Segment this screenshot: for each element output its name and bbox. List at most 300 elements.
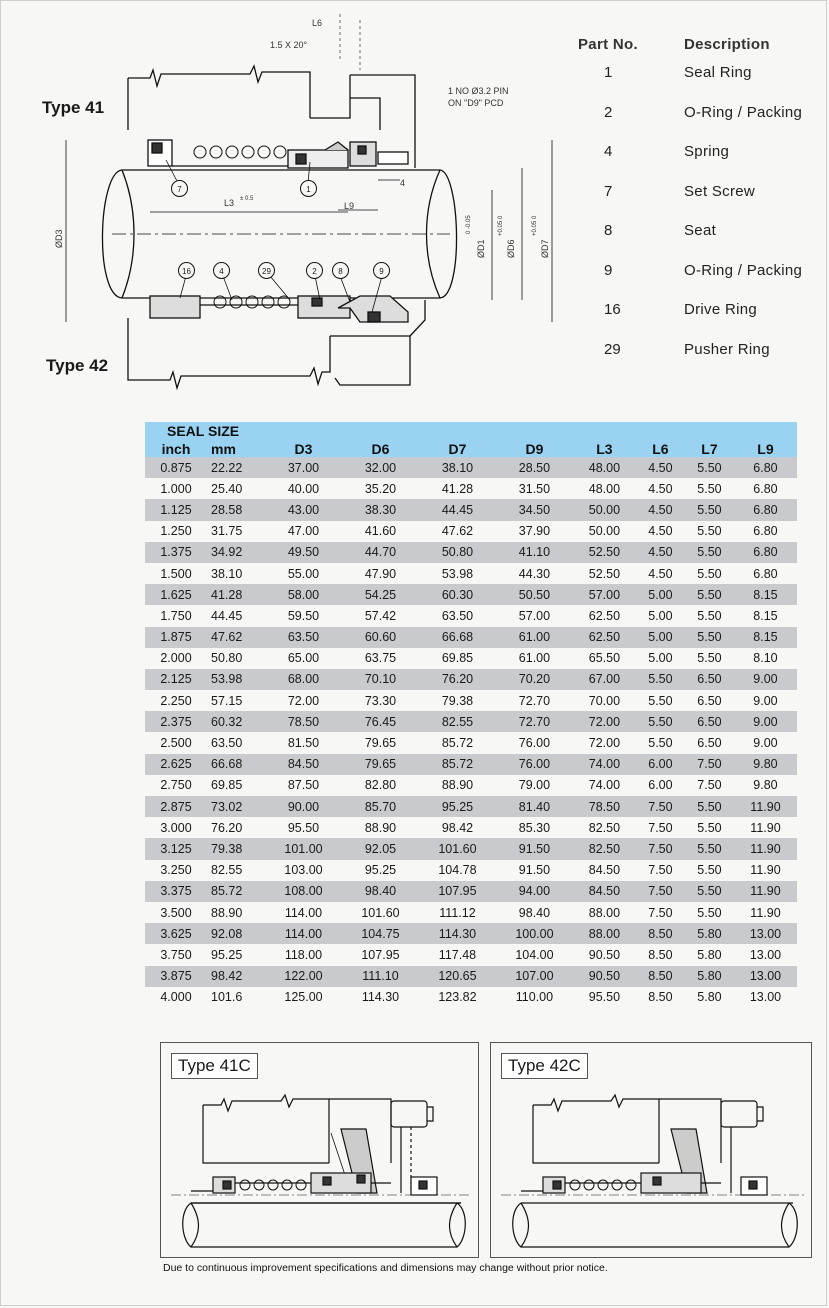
column-header-inch: inch [145, 440, 207, 457]
column-header-d7: D7 [419, 440, 496, 457]
dim-l3-label: L3 [224, 198, 235, 208]
view-type-41c-title: Type 41C [171, 1053, 258, 1079]
dim-d7-tolerance: +0.05 0 [532, 215, 538, 236]
table-cell: 38.30 [342, 499, 419, 520]
part-description: Pusher Ring [684, 340, 770, 358]
callout-part-2: 2 [306, 262, 323, 279]
table-cell: 41.28 [441, 481, 474, 496]
table-cell: 6.80 [734, 542, 797, 563]
table-cell: 107.95 [419, 881, 496, 902]
table-cell: 5.50 [685, 881, 734, 902]
table-row [145, 648, 797, 669]
table-cell: 114.30 [419, 923, 496, 944]
table-cell: 84.50 [265, 754, 342, 775]
table-cell: 85.30 [518, 820, 551, 835]
table-cell: 28.50 [496, 457, 573, 478]
table-cell: 0.875 [145, 457, 207, 478]
table-cell: 5.50 [648, 693, 673, 708]
table-cell: 79.38 [441, 693, 474, 708]
table-cell: 11.90 [750, 820, 781, 835]
table-cell: 82.50 [573, 838, 636, 859]
table-cell: 2.125 [145, 669, 207, 690]
table-cell: 52.50 [588, 566, 621, 581]
table-cell: 37.90 [518, 524, 551, 539]
table-cell: 9.00 [734, 711, 797, 732]
table-cell: 85.72 [419, 754, 496, 775]
type-41c-drawing-svg [161, 1043, 478, 1257]
table-cell: 84.50 [588, 863, 621, 878]
table-cell: 6.80 [734, 499, 797, 520]
dim-d1-label: ØD1 [476, 239, 486, 258]
table-cell: 3.875 [145, 966, 207, 987]
table-cell: 3.750 [160, 947, 192, 962]
table-cell: 8.50 [636, 923, 685, 944]
table-cell: 107.00 [496, 966, 573, 987]
table-cell: 68.00 [265, 669, 342, 690]
table-cell: 104.00 [515, 947, 554, 962]
table-cell: 9.80 [753, 778, 778, 793]
table-cell: 76.20 [419, 669, 496, 690]
table-cell: 11.90 [734, 838, 797, 859]
table-row [145, 521, 797, 542]
table-cell: 76.00 [496, 754, 573, 775]
table-cell: 61.00 [518, 651, 551, 666]
table-cell: 103.00 [284, 863, 323, 878]
table-cell: 5.50 [685, 838, 734, 859]
table-cell: 91.50 [496, 838, 573, 859]
table-cell: 5.50 [636, 711, 685, 732]
table-cell: 28.58 [207, 499, 265, 520]
table-cell: 63.50 [211, 736, 243, 751]
table-cell: 5.50 [697, 651, 722, 666]
table-cell: 72.00 [588, 736, 621, 751]
table-cell: 4.50 [636, 457, 685, 478]
table-cell: 1.625 [145, 584, 207, 605]
callout-part-29: 29 [258, 262, 275, 279]
table-cell: 91.50 [518, 863, 551, 878]
table-cell: 69.85 [211, 778, 243, 793]
column-header-l3: L3 [573, 440, 636, 457]
footnote: Due to continuous improvement specifications and dimensions may change without prior notice. [163, 1262, 608, 1274]
view-type-42c-title: Type 42C [501, 1053, 588, 1079]
dim-l9-label: L9 [344, 201, 355, 211]
table-cell: 2.375 [145, 711, 207, 732]
column-header-d9: D9 [496, 440, 573, 457]
table-row [145, 690, 797, 711]
table-cell: 95.25 [211, 947, 243, 962]
table-cell: 8.15 [734, 584, 797, 605]
callout-part-9: 9 [373, 262, 390, 279]
table-cell: 69.85 [441, 651, 474, 666]
table-cell: 47.90 [364, 566, 397, 581]
table-cell: 13.00 [734, 966, 797, 987]
table-cell: 74.00 [588, 778, 621, 793]
table-cell: 6.80 [753, 481, 778, 496]
table-cell: 11.90 [750, 863, 781, 878]
table-cell: 50.00 [573, 499, 636, 520]
table-cell: 104.78 [438, 863, 477, 878]
table-cell: 2.250 [160, 693, 192, 708]
table-cell: 101.6 [211, 990, 243, 1005]
part-number: 29 [604, 340, 621, 358]
table-cell: 2.000 [160, 651, 192, 666]
table-cell: 3.500 [160, 905, 192, 920]
part-number: 2 [604, 103, 613, 121]
part-number: 7 [604, 182, 613, 200]
table-cell: 101.00 [265, 838, 342, 859]
dim-d3-label: ØD3 [54, 229, 64, 248]
table-cell: 1.750 [160, 608, 192, 623]
view-type-41c [160, 1042, 479, 1258]
table-cell: 95.50 [287, 820, 320, 835]
table-cell: 82.55 [419, 711, 496, 732]
table-cell: 44.30 [518, 566, 551, 581]
table-row [145, 584, 797, 605]
table-cell: 6.50 [685, 711, 734, 732]
seal-size-table [145, 422, 797, 1008]
table-cell: 4.50 [648, 566, 673, 581]
table-cell: 123.82 [438, 990, 477, 1005]
table-cell: 74.00 [573, 754, 636, 775]
table-cell: 3.125 [145, 838, 207, 859]
table-cell: 88.00 [573, 923, 636, 944]
table-cell: 107.95 [361, 947, 400, 962]
table-cell: 81.40 [496, 796, 573, 817]
table-group-header-row [145, 422, 797, 440]
table-row [145, 732, 797, 753]
table-cell: 3.000 [160, 820, 192, 835]
column-header-l9: L9 [734, 440, 797, 457]
column-header-l6: L6 [636, 440, 685, 457]
part-number: 1 [604, 64, 613, 81]
table-cell: 4.50 [648, 481, 673, 496]
table-cell: 4.50 [636, 499, 685, 520]
table-cell: 118.00 [284, 947, 323, 962]
table-cell: 85.70 [342, 796, 419, 817]
table-cell: 7.50 [636, 881, 685, 902]
table-cell: 53.98 [441, 566, 474, 581]
table-cell: 90.00 [265, 796, 342, 817]
table-cell: 43.00 [265, 499, 342, 520]
table-cell: 79.65 [364, 736, 397, 751]
table-cell: 67.00 [573, 669, 636, 690]
table-cell: 7.50 [648, 905, 673, 920]
table-cell: 65.00 [287, 651, 320, 666]
table-cell: 38.10 [211, 566, 243, 581]
table-cell: 73.02 [207, 796, 265, 817]
table-cell: 88.00 [588, 905, 621, 920]
dim-d7-label: ØD7 [540, 239, 550, 258]
table-cell: 1.375 [145, 542, 207, 563]
cross-section-drawing [20, 0, 580, 400]
table-cell: 1.000 [160, 481, 192, 496]
table-cell: 101.60 [361, 905, 400, 920]
table-cell: 5.00 [636, 584, 685, 605]
table-row [145, 944, 797, 965]
table-cell: 82.50 [588, 820, 621, 835]
table-cell: 7.50 [648, 820, 673, 835]
list-item [576, 64, 826, 88]
table-cell: 81.50 [287, 736, 320, 751]
table-cell: 63.50 [441, 608, 474, 623]
table-cell: 9.00 [753, 736, 778, 751]
table-cell: 57.15 [211, 693, 243, 708]
table-cell: 1.125 [145, 499, 207, 520]
table-cell: 53.98 [207, 669, 265, 690]
table-body [145, 457, 797, 1008]
dim-d1-tolerance: 0 -0.05 [466, 215, 472, 234]
table-cell: 41.60 [364, 524, 397, 539]
table-row [145, 838, 797, 859]
table-cell: 52.50 [573, 542, 636, 563]
table-cell: 8.50 [648, 990, 673, 1005]
table-cell: 62.50 [588, 608, 621, 623]
table-cell: 76.20 [211, 820, 243, 835]
list-item [576, 143, 826, 167]
table-cell: 38.10 [419, 457, 496, 478]
table-cell: 2.500 [160, 736, 192, 751]
type-42-label: Type 42 [46, 356, 109, 375]
table-cell: 7.50 [636, 796, 685, 817]
table-row [145, 711, 797, 732]
pin-note-line1: 1 NO Ø3.2 PIN [448, 86, 509, 96]
table-cell: 5.00 [648, 608, 673, 623]
table-cell: 44.45 [211, 608, 243, 623]
table-cell: 95.25 [364, 863, 397, 878]
table-row [145, 775, 797, 796]
table-cell: 58.00 [265, 584, 342, 605]
column-header-d6: D6 [342, 440, 419, 457]
table-cell: 6.00 [636, 754, 685, 775]
table-cell: 117.48 [438, 947, 477, 962]
parts-header-description: Description [684, 36, 770, 53]
table-cell: 47.62 [207, 627, 265, 648]
parts-header-no: Part No. [578, 36, 638, 53]
table-cell: 70.20 [496, 669, 573, 690]
callout-part-7: 7 [171, 180, 188, 197]
part-number: 8 [604, 222, 613, 239]
table-cell: 82.80 [364, 778, 397, 793]
table-cell: 88.90 [211, 905, 243, 920]
table-cell: 41.28 [207, 584, 265, 605]
dim-chamfer-label: 1.5 X 20° [270, 40, 308, 50]
table-cell: 22.22 [207, 457, 265, 478]
table-cell: 92.05 [342, 838, 419, 859]
dim-l3-tolerance: ± 0.5 [240, 196, 254, 202]
table-cell: 98.42 [441, 820, 474, 835]
table-cell: 108.00 [265, 881, 342, 902]
table-cell: 5.80 [685, 966, 734, 987]
part-description: Spring [684, 143, 730, 160]
table-cell: 11.90 [734, 881, 797, 902]
table-row [145, 796, 797, 817]
table-cell: 34.50 [496, 499, 573, 520]
table-cell: 5.50 [685, 584, 734, 605]
table-cell: 114.00 [284, 905, 323, 920]
table-cell: 72.00 [573, 711, 636, 732]
table-row [145, 627, 797, 648]
part-description: O-Ring / Packing [684, 103, 803, 121]
column-header-d3: D3 [265, 440, 342, 457]
table-cell: 5.50 [697, 566, 722, 581]
table-cell: 13.00 [749, 947, 782, 962]
table-row [145, 754, 797, 775]
table-cell: 5.80 [685, 923, 734, 944]
table-row [145, 923, 797, 944]
table-row [145, 542, 797, 563]
table-cell: 48.00 [588, 481, 621, 496]
table-cell: 5.00 [636, 627, 685, 648]
table-cell: 72.70 [518, 693, 551, 708]
table-cell: 78.50 [265, 711, 342, 732]
table-cell: 5.50 [685, 457, 734, 478]
table-cell: 85.72 [441, 736, 474, 751]
table-cell: 78.50 [573, 796, 636, 817]
part-number: 16 [604, 301, 621, 318]
list-item [576, 262, 826, 286]
table-cell: 47.00 [287, 524, 320, 539]
table-cell: 6.80 [734, 457, 797, 478]
table-cell: 72.00 [287, 693, 320, 708]
table-cell: 90.50 [588, 947, 621, 962]
table-cell: 63.50 [265, 627, 342, 648]
table-cell: 125.00 [284, 990, 323, 1005]
table-cell: 50.80 [419, 542, 496, 563]
seal-size-header: SEAL SIZE [145, 422, 265, 440]
table-cell: 98.40 [342, 881, 419, 902]
table-cell: 4.50 [636, 542, 685, 563]
table-cell: 114.00 [265, 923, 342, 944]
table-cell: 122.00 [265, 966, 342, 987]
seal-cross-section-svg [20, 0, 580, 400]
table-cell: 88.90 [441, 778, 474, 793]
table-cell: 94.00 [496, 881, 573, 902]
table-cell: 31.50 [518, 481, 551, 496]
table-cell: 49.50 [265, 542, 342, 563]
table-cell: 1.875 [145, 627, 207, 648]
table-cell: 55.00 [287, 566, 320, 581]
table-cell: 11.90 [734, 796, 797, 817]
table-cell: 6.50 [697, 736, 722, 751]
table-cell: 76.45 [342, 711, 419, 732]
part-description: Set Screw [684, 182, 756, 200]
part-description: Seat [684, 222, 717, 239]
table-cell: 7.50 [697, 778, 722, 793]
table-cell: 5.50 [685, 796, 734, 817]
table-cell: 70.00 [588, 693, 621, 708]
table-row [145, 605, 797, 626]
table-row [145, 966, 797, 987]
table-cell: 13.00 [749, 990, 782, 1005]
table-row [145, 563, 797, 584]
table-cell: 63.75 [364, 651, 397, 666]
table-cell: 120.65 [419, 966, 496, 987]
table-cell: 8.15 [753, 608, 778, 623]
table-cell: 5.80 [697, 990, 722, 1005]
table-cell: 5.50 [636, 669, 685, 690]
table-row [145, 987, 797, 1008]
table-cell: 2.625 [145, 754, 207, 775]
table-cell: 72.70 [496, 711, 573, 732]
table-cell: 88.90 [364, 820, 397, 835]
table-row [145, 817, 797, 838]
table-cell: 5.50 [697, 524, 722, 539]
dim-d6-tolerance: +0.05 0 [498, 215, 504, 236]
table-cell: 7.50 [636, 838, 685, 859]
table-cell: 5.50 [697, 863, 722, 878]
table-cell: 34.92 [207, 542, 265, 563]
list-item [576, 301, 826, 325]
table-cell: 85.72 [207, 881, 265, 902]
table-cell: 95.25 [419, 796, 496, 817]
table-cell: 70.10 [342, 669, 419, 690]
table-cell: 57.42 [364, 608, 397, 623]
header-spacer [265, 422, 797, 440]
table-cell: 90.50 [573, 966, 636, 987]
table-cell: 60.30 [419, 584, 496, 605]
table-cell: 3.375 [145, 881, 207, 902]
dim-d6-label: ØD6 [506, 239, 516, 258]
table-cell: 44.70 [342, 542, 419, 563]
table-cell: 48.00 [573, 457, 636, 478]
dim-4-label: 4 [400, 178, 406, 188]
list-item [576, 222, 826, 246]
table-cell: 60.32 [207, 711, 265, 732]
table-cell: 62.50 [573, 627, 636, 648]
table-cell: 5.50 [697, 608, 722, 623]
table-cell: 44.45 [419, 499, 496, 520]
table-cell: 5.50 [685, 499, 734, 520]
table-cell: 37.00 [265, 457, 342, 478]
table-cell: 47.62 [441, 524, 474, 539]
table-cell: 6.80 [753, 524, 778, 539]
table-cell: 98.42 [207, 966, 265, 987]
table-cell: 50.50 [496, 584, 573, 605]
table-cell: 4.000 [160, 990, 192, 1005]
list-item [576, 183, 826, 207]
table-cell: 7.50 [685, 754, 734, 775]
table-cell: 5.50 [685, 627, 734, 648]
table-cell: 7.50 [648, 863, 673, 878]
table-cell: 60.60 [342, 627, 419, 648]
callout-part-8: 8 [332, 262, 349, 279]
table-row [145, 881, 797, 902]
part-description: O-Ring / Packing [684, 261, 803, 279]
table-cell: 59.50 [287, 608, 320, 623]
table-cell: 8.10 [753, 651, 778, 666]
table-cell: 9.00 [753, 693, 778, 708]
table-cell: 40.00 [287, 481, 320, 496]
table-cell: 101.60 [419, 838, 496, 859]
part-description: Seal Ring [684, 64, 752, 81]
table-cell: 65.50 [588, 651, 621, 666]
table-cell: 6.50 [697, 693, 722, 708]
table-cell: 87.50 [287, 778, 320, 793]
table-row [145, 457, 797, 478]
table-cell: 50.00 [588, 524, 621, 539]
table-cell: 111.10 [342, 966, 419, 987]
table-cell: 31.75 [211, 524, 243, 539]
table-cell: 5.50 [648, 736, 673, 751]
table-cell: 57.00 [518, 608, 551, 623]
table-cell: 41.10 [496, 542, 573, 563]
table-cell: 9.80 [734, 754, 797, 775]
table-cell: 8.50 [636, 966, 685, 987]
table-cell: 1.500 [160, 566, 192, 581]
type-42c-drawing-svg [491, 1043, 811, 1257]
table-cell: 11.90 [750, 905, 781, 920]
table-cell: 66.68 [207, 754, 265, 775]
